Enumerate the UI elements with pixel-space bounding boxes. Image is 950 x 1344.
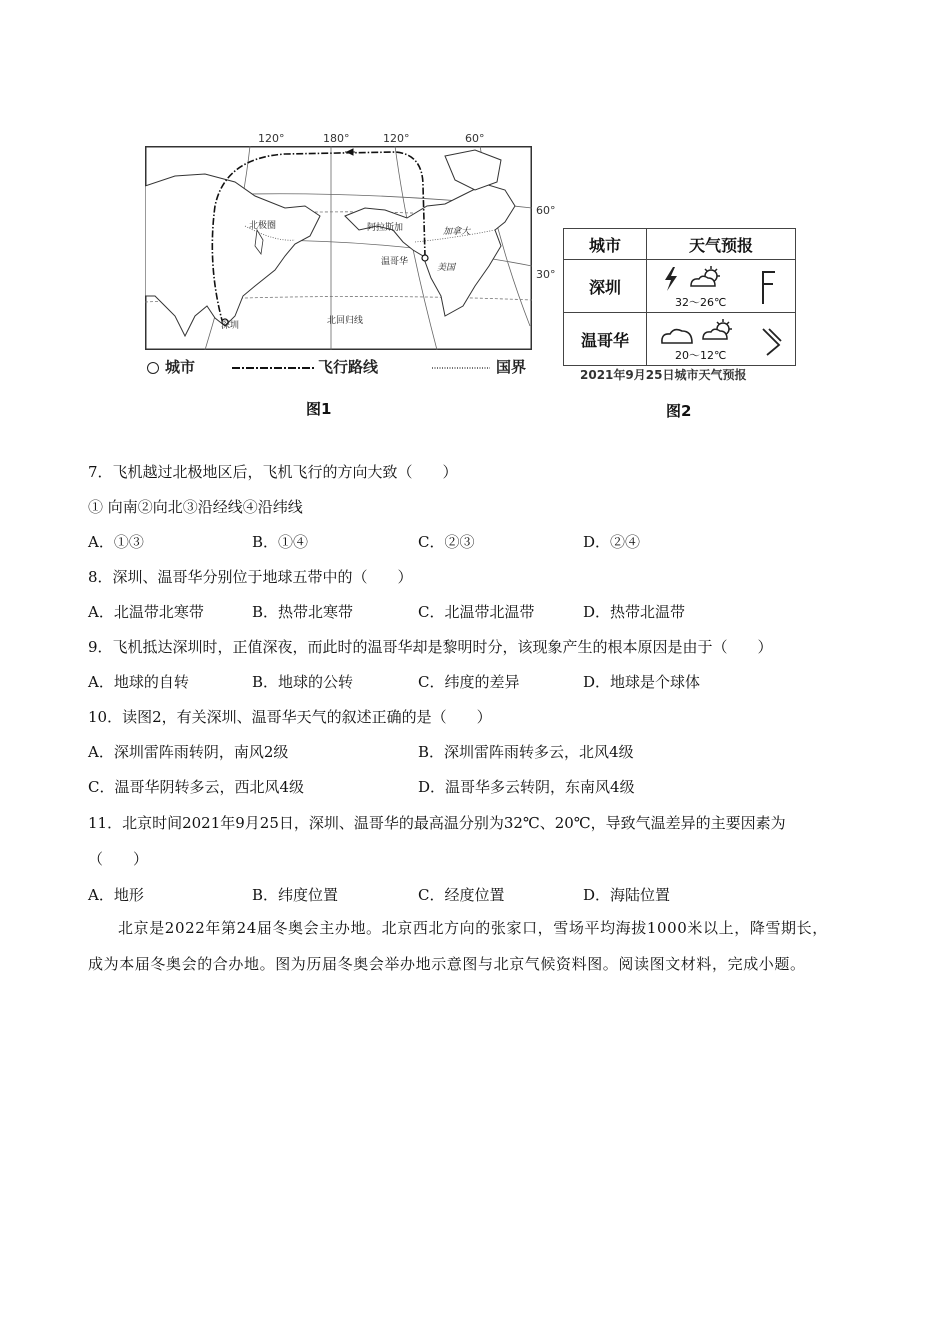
question-9-option-b[interactable]: B．地球的公转	[252, 673, 354, 691]
question-7-stem: 7．飞机越过北极地区后，飞机飞行的方向大致（ ）	[88, 463, 458, 481]
question-8-stem: 8．深圳、温哥华分别位于地球五带中的（ ）	[88, 568, 413, 586]
map-label-shenzhen: 深圳	[221, 321, 240, 331]
city-vancouver: 温哥华	[564, 313, 647, 366]
question-10-option-d[interactable]: D．温哥华多云转阴，东南风4级	[418, 778, 635, 796]
lon-tick-120w: 120°	[258, 132, 285, 145]
partly-cloudy-icon	[699, 317, 735, 343]
lat-tick-60: 60°	[536, 204, 556, 217]
question-11-option-b[interactable]: B．纬度位置	[252, 886, 339, 904]
lon-tick-120e: 120°	[383, 132, 410, 145]
question-8-option-d[interactable]: D．热带北温带	[583, 603, 686, 621]
partly-cloudy-icon	[687, 264, 723, 290]
forecast-vancouver	[647, 313, 796, 366]
question-10-option-c[interactable]: C．温哥华阴转多云，西北风4级	[88, 778, 305, 796]
city-circle-icon	[147, 362, 159, 374]
border-line-icon	[432, 363, 490, 373]
legend-border: 国界	[432, 356, 526, 377]
question-11-option-d[interactable]: D．海陆位置	[583, 886, 671, 904]
question-9-option-d[interactable]: D．地球是个球体	[583, 673, 701, 691]
question-9-option-a[interactable]: A．地球的自转	[88, 673, 189, 691]
temp-shenzhen: 32～26℃	[675, 296, 727, 309]
map-label-tropic: 北回归线	[327, 316, 364, 326]
question-7-option-a[interactable]: A．①③	[88, 533, 144, 551]
question-7-option-d[interactable]: D．②④	[583, 533, 641, 551]
question-7-option-b[interactable]: B．①④	[252, 533, 309, 551]
question-11-stem-cont: （ ）	[88, 850, 149, 868]
question-11-option-a[interactable]: A．地形	[88, 886, 144, 904]
thunder-icon	[661, 266, 681, 292]
question-10-stem: 10．读图2，有关深圳、温哥华天气的叙述正确的是（ ）	[88, 708, 492, 726]
passage-line-1: 北京是2022年第24届冬奥会主办地。北京西北方向的张家口，雪场平均海拔1000米以上，降雪期长，	[118, 919, 828, 937]
question-10-option-a[interactable]: A．深圳雷阵雨转阴，南风2级	[88, 743, 289, 761]
lat-tick-30: 30°	[536, 268, 556, 281]
question-8-option-c[interactable]: C．北温带北温带	[418, 603, 535, 621]
question-11-option-c[interactable]: C．经度位置	[418, 886, 505, 904]
wind-symbol-northwest-icon	[759, 327, 785, 357]
forecast-note: 2021年9月25日城市天气预报	[580, 368, 747, 382]
question-8-option-b[interactable]: B．热带北寒带	[252, 603, 354, 621]
figure2-caption: 图2	[666, 402, 692, 420]
passage-line-2: 成为本届冬奥会的合办地。图为历届冬奥会举办地示意图与北京气候资料图。阅读图文材料，完成小题。	[88, 955, 806, 973]
map-label-vancouver: 温哥华	[381, 257, 409, 267]
legend-city: 城市	[147, 356, 195, 377]
weather-table	[563, 228, 796, 366]
question-7-sub: ① 向南②向北③沿经线④沿纬线	[88, 498, 303, 516]
wind-symbol-north-4-icon	[759, 270, 779, 306]
map-label-usa: 美国	[437, 263, 456, 273]
header-forecast: 天气预报	[647, 229, 796, 260]
world-map	[145, 146, 532, 350]
figure1-caption: 图1	[306, 400, 332, 418]
question-7-option-c[interactable]: C．②③	[418, 533, 475, 551]
question-9-option-c[interactable]: C．纬度的差异	[418, 673, 520, 691]
map-label-canada: 加拿大	[443, 227, 471, 237]
map-label-arctic-circle: 北极圈	[249, 221, 277, 231]
lon-tick-60: 60°	[465, 132, 485, 145]
question-11-stem: 11．北京时间2021年9月25日，深圳、温哥华的最高温分别为32℃、20℃，导致气温差异的主要因素为	[88, 814, 786, 832]
question-8-option-a[interactable]: A．北温带北寒带	[88, 603, 204, 621]
lon-tick-180: 180°	[323, 132, 350, 145]
question-10-option-b[interactable]: B．深圳雷阵雨转多云，北风4级	[418, 743, 634, 761]
cloudy-icon	[659, 325, 695, 345]
legend-route: 飞行路线	[232, 356, 378, 377]
header-city: 城市	[564, 229, 647, 260]
route-line-icon	[232, 363, 314, 373]
question-9-stem: 9．飞机抵达深圳时，正值深夜，而此时的温哥华却是黎明时分，该现象产生的根本原因是由于（ ）	[88, 638, 773, 656]
map-label-alaska: 阿拉斯加	[367, 223, 404, 233]
city-shenzhen: 深圳	[564, 260, 647, 313]
forecast-shenzhen	[647, 260, 796, 313]
temp-vancouver: 20～12℃	[675, 349, 727, 362]
